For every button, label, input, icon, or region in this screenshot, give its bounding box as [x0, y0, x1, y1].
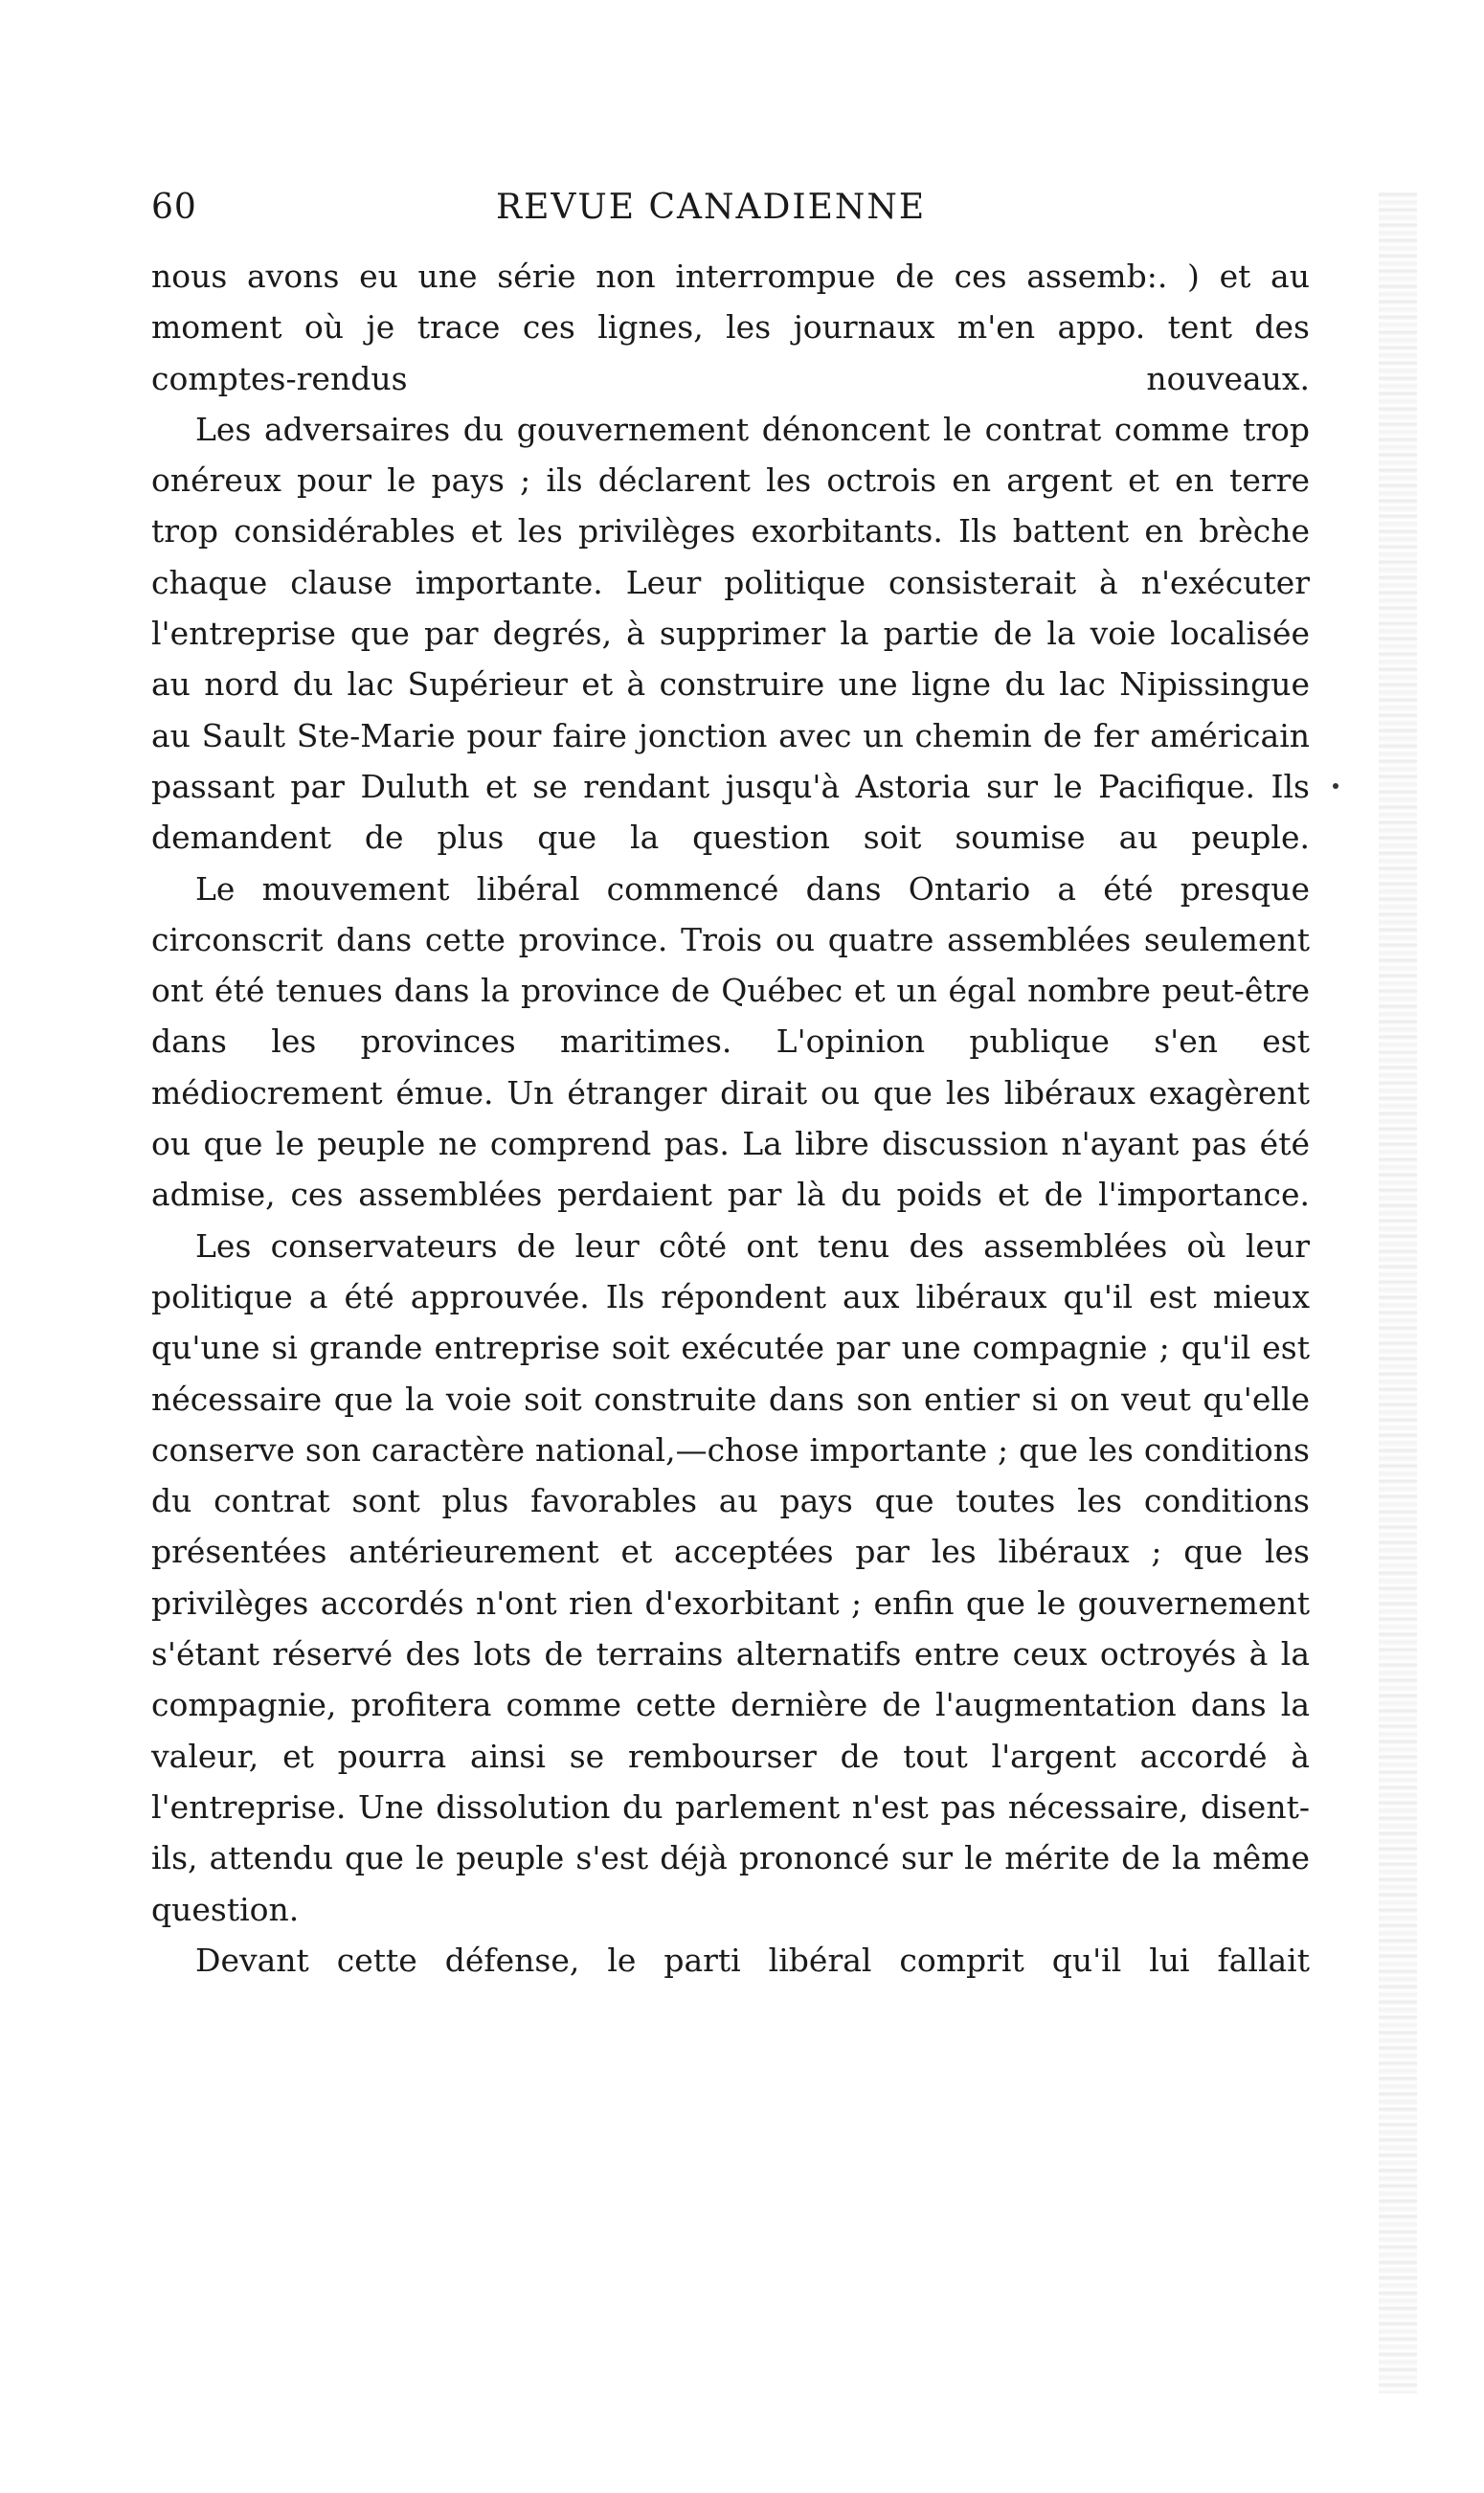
margin-dot — [1333, 783, 1338, 789]
page-header — [151, 188, 1310, 230]
body-text — [151, 251, 1310, 1986]
paragraph-1: nous avons eu une série non interrompue de ces assemb:. ) et au moment où je trace ces lignes, les journaux m'en appo. tent des comptes-rendus nouveaux. — [151, 258, 1310, 397]
paragraph-4: Les conservateurs de leur côté ont tenu des assemblées où leur politique a été approuvée. Ils répondent aux libéraux qu'il est mieux qu'une si grande entreprise soit exécutée par une compagnie ; qu'il est nécessaire que la voie soit construite dans son entier si on veut qu'elle conserve son caractère national,—chose importante ; que les conditions du contrat sont plus favorables au pays que toutes les conditions présentées antérieurement et acceptées par les libéraux ; que les privilèges accordés n'ont rien d'exorbitant ; enfin que le gouvernement s'étant réservé des lots de terrains alternatifs entre ceux octroyés à la compagnie, profitera comme cette dernière de l'augmentation dans la valeur, et pourra ainsi se rembourser de tout l'argent accordé à l'entreprise. Une dissolution du parlement n'est pas nécessaire, disent-ils, attendu que le peuple s'est déjà prononcé sur le mérite de la même question. — [151, 1226, 1310, 1928]
page-number: 60 — [151, 188, 197, 227]
paragraph-5: Devant cette défense, le parti libéral comprit qu'il lui fallait — [195, 1941, 1310, 1979]
paragraph-3: Le mouvement libéral commencé dans Ontario a été presque circonscrit dans cette province. Trois ou quatre assemblées seulement ont été tenues dans la province de Québec et un égal nombre peut-être dans les provinces maritimes. L'opinion publique s'en est médiocrement émue. Un étranger dirait ou que les libéraux exagèrent ou que le peuple ne comprend pas. La libre discussion n'ayant pas été admise, ces assemblées perdaient par là du poids et de l'importance. — [151, 869, 1310, 1214]
page-edge-shadow — [1379, 191, 1417, 2393]
paragraph-2: Les adversaires du gouvernement dénoncent le contrat comme trop onéreux pour le pays ; ils déclarent les octrois en argent et en terre trop considérables et les privilèges exorbitants. Ils battent en brèche chaque clause importante. Leur politique consisterait à n'exécuter l'entreprise que par degrés, à supprimer la partie de la voie localisée au nord du lac Supérieur et à construire une ligne du lac Nipissingue au Sault Ste-Marie pour faire jonction avec un chemin de fer américain passant par Duluth et se rendant jusqu'à Astoria sur le Pacifique. Ils demandent de plus que la question soit soumise au peuple. — [151, 410, 1310, 857]
running-head: REVUE CANADIENNE — [496, 188, 927, 227]
